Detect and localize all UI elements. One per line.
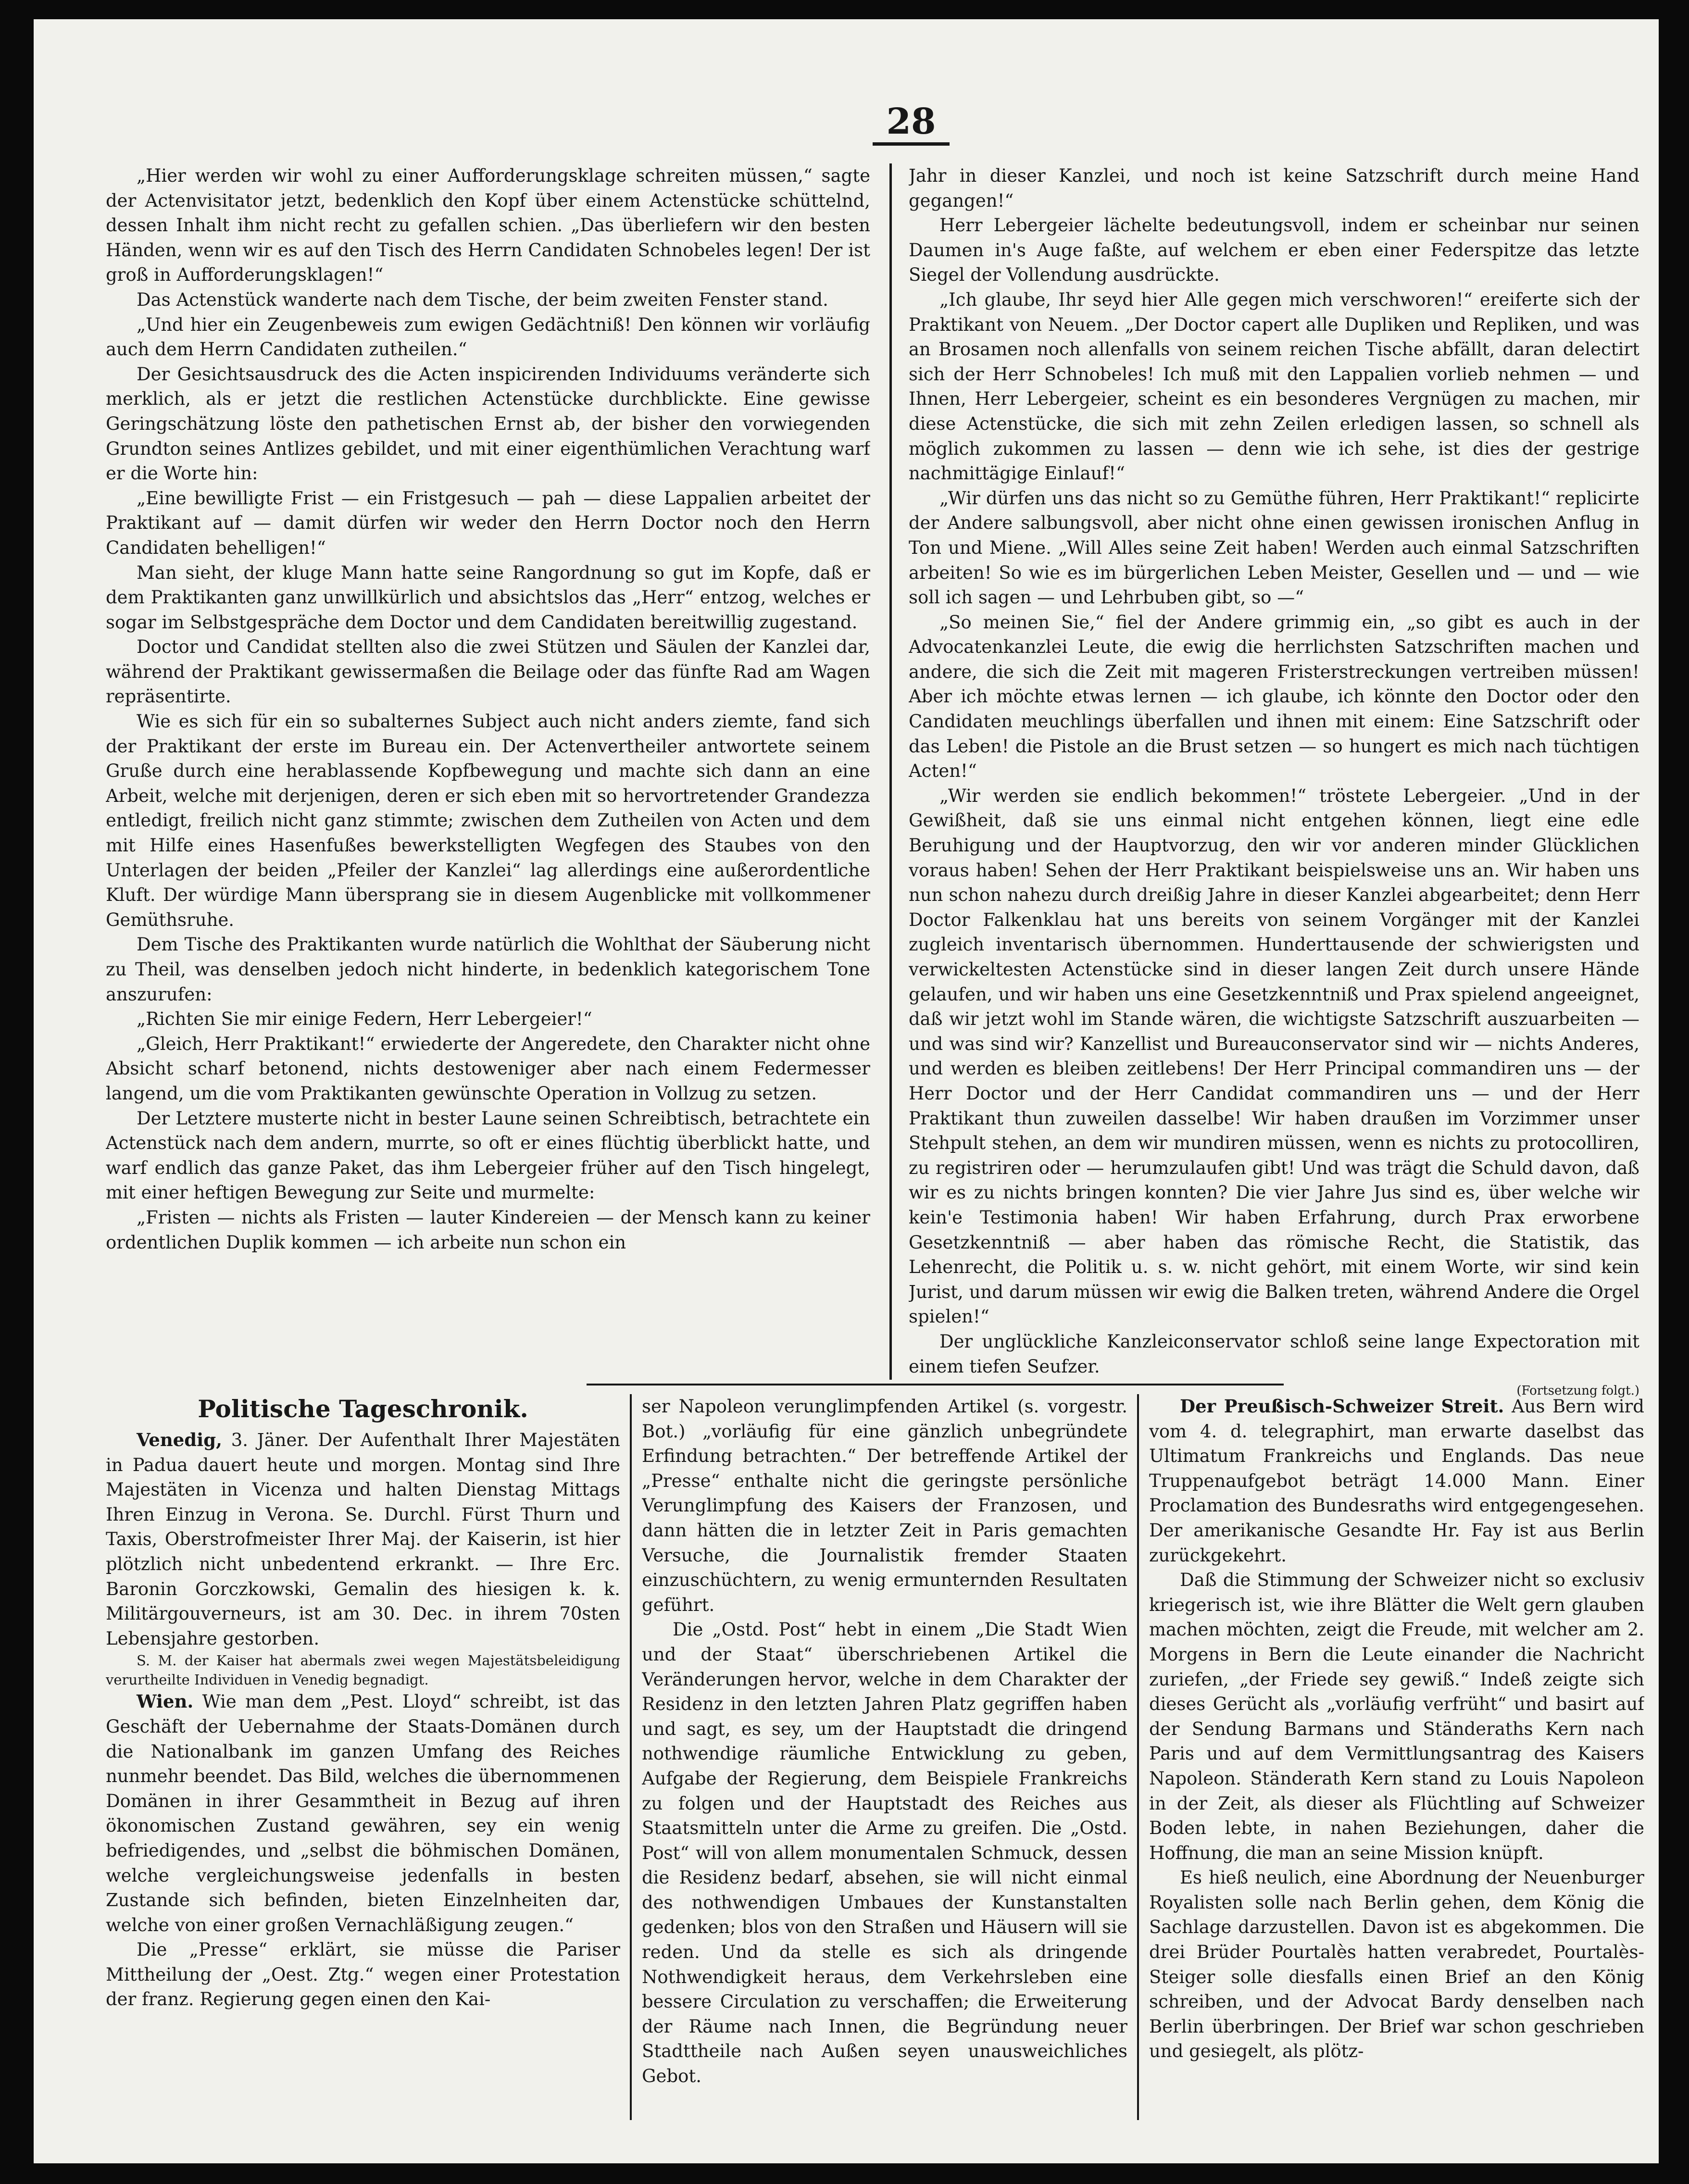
news-text: S. M. der Kaiser hat abermals zwei wegen Majestätsbeleidigung verurtheilte Individuen in Venedig begnadigt.	[106, 1652, 620, 1688]
chronicle-divider-2	[1137, 1394, 1139, 2120]
news-paragraph	[1149, 1568, 1644, 1865]
paragraph: „So meinen Sie,“ fiel der Andere grimmig ein, „so gibt es auch in der Advocatenkanzlei Leute, die ewig die herrlichsten Satzschriften machen und andere, die sich die Zeit mit mageren Fristerstreckungen vertreiben müssen! Aber ich möchte etwas lernen — ich glaube, ich könnte den Doctor oder den Candidaten meuchlings überfallen und ihnen mit einem: Eine Satzschrift oder das Leben! die Pistole an die Brust setzen — so hungert es mich nach tüchtigen Acten!“	[909, 612, 1639, 782]
paragraph: „Hier werden wir wohl zu einer Aufforderungsklage schreiten müssen,“ sagte der Actenvisitator jetzt, bedenklich den Kopf über einem Actenstücke schüttelnd, dessen Inhalt ihm nicht recht zu gefallen schien. „Das überliefern wir den besten Händen, wenn wir es auf den Tisch des Herrn Candidaten Schnobeles legen! Der ist groß in Aufforderungsklagen!“	[106, 165, 870, 286]
news-text: Aus Bern wird vom 4. d. telegraphirt, man erwarte daselbst das Ultimatum Frankreichs und Englands. Das neue Truppenaufgebot beträgt 14.000 Mann. Einer Proclamation des Bundesraths wird entgegengesehen. Der amerikanische Gesandte Hr. Fay ist aus Berlin zurückgekehrt.	[1149, 1396, 1644, 1566]
dateline: Venedig,	[137, 1429, 222, 1450]
paragraph: Der Letztere musterte nicht in bester Laune seinen Schreibtisch, betrachtete ein Actenstück nach dem andern, murrte, so oft er eines flüchtig überblickt hatte, und warf endlich das ganze Paket, das ihm Lebergeier früher auf den Tisch hingelegt, mit einer heftigen Bewegung zur Seite und murmelte:	[106, 1108, 870, 1203]
news-paragraph	[1149, 1394, 1644, 1568]
continued-note: (Fortsetzung folgt.)	[1516, 1384, 1639, 1398]
paragraph: „Gleich, Herr Praktikant!“ erwiederte der Angeredete, den Charakter nicht ohne Absicht scharf betonend, nichts destoweniger aber nach einem Federmesser langend, um die vom Praktikanten gewünschte Operation in Vollzug zu setzen.	[106, 1033, 870, 1104]
paragraph: Wie es sich für ein so subalternes Subject auch nicht anders ziemte, fand sich der Praktikant der erste im Bureau ein. Der Actenvertheiler antwortete seinem Gruße durch eine herablassende Kopfbewegung und machte sich dann an eine Arbeit, welche mit derjenigen, deren er sich eben mit so hervortretender Grandezza entledigt, freilich nicht ganz stimmte; zwischen dem Zutheilen von Acten und dem mit Hilfe eines Hasenfußes bewerkstelligten Wegfegen des Staubes von den Unterlagen der beiden „Pfeiler der Kanzlei“ lag allerdings eine außerordentliche Kluft. Der würdige Mann übersprang sie in diesem Augenblicke mit vollkommener Gemüthsruhe.	[106, 711, 870, 930]
paragraph: Jahr in dieser Kanzlei, und noch ist keine Satzschrift durch meine Hand gegangen!“	[909, 165, 1639, 211]
page-number: 28	[873, 101, 950, 146]
news-text: Daß die Stimmung der Schweizer nicht so exclusiv kriegerisch ist, wie ihre Blätter die Welt gern glauben machen möchten, zeigt die Freude, mit welcher am 2. Morgens in Bern die Leute einander die Nachricht zuriefen, „der Friede sey gewiß.“ Indeß zeigte sich dieses Gerücht als „vorläufig verfrüht“ und basirt auf der Sendung Barmans und Ständeraths Kern nach Paris und auf dem Vermittlungsantrag des Kaisers Napoleon. Ständerath Kern stand zu Louis Napoleon in der Zeit, als dieser als Flüchtling auf Schweizer Boden lebte, in nahen Beziehungen, daher die Hoffnung, die man an seine Mission knüpft.	[1149, 1570, 1644, 1863]
paragraph: Der Gesichtsausdruck des die Acten inspicirenden Individuums veränderte sich merklich, als er jetzt die restlichen Actenstücke durchblickte. Eine gewisse Geringschätzung löste den pathetischen Ernst ab, der bisher den vorwiegenden Grundton seines Antlizes gebildet, und mit einer eigenthümlichen Verachtung warf er die Worte hin:	[106, 363, 870, 484]
paragraph: Dem Tische des Praktikanten wurde natürlich die Wohlthat der Säuberung nicht zu Theil, was denselben jedoch nicht hinderte, in bedenklich kategorischem Tone anszurufen:	[106, 934, 870, 1005]
paragraph: Das Actenstück wanderte nach dem Tische, der beim zweiten Fenster stand.	[137, 289, 828, 310]
paragraph: „Und hier ein Zeugenbeweis zum ewigen Gedächtniß! Den können wir vorläufig auch dem Herrn Candidaten zutheilen.“	[106, 314, 870, 360]
news-text: Wie man dem „Pest. Lloyd“ schreibt, ist das Geschäft der Uebernahme der Staats-Domänen durch die Nationalbank im ganzen Umfang des Reiches nunmehr beendet. Das Bild, welches die übernommenen Domänen in ihrer Gesammtheit in Bezug auf ihren ökonomischen Zustand gewähren, sey ein wenig befriedigendes, und „selbst die böhmischen Domänen, welche vergleichungsweise jedenfalls in besten Zustande sich befinden, bieten Einzelnheiten dar, welche von einer großen Vernachläßigung zeugen.“	[106, 1691, 620, 1935]
paragraph: „Ich glaube, Ihr seyd hier Alle gegen mich verschworen!“ ereiferte sich der Praktikant von Neuem. „Der Doctor capert alle Dupliken und Repliken, und was an Brosamen noch allenfalls von seinem reichen Tische abfällt, daran delectirt sich der Herr Schnobeles! Ich muß mit den Lappalien vorlieb nehmen — und Ihnen, Herr Lebergeier, scheint es ein besonderes Vergnügen zu machen, mir diese Actenstücke, die sich mit zehn Zeilen erledigen lassen, so schnell als möglich zukommen zu lassen — denn wie ich sehe, ist dies der gestrige nachmittägige Einlauf!“	[909, 289, 1639, 484]
dateline: Der Preußisch-Schweizer Streit.	[1180, 1396, 1504, 1417]
chronicle-column-2	[642, 1394, 1127, 2125]
news-paragraph	[642, 1394, 1127, 1617]
feuilleton-right-column	[909, 163, 1639, 1399]
news-paragraph	[642, 1617, 1127, 2088]
section-title: Politische Tageschronik.	[198, 1395, 528, 1423]
newspaper-page	[34, 19, 1659, 2163]
news-text: ser Napoleon verunglimpfenden Artikel (s. vorgestr. Bot.) „vorläufig für eine gänzlich unbegründete Erfindung betrachten.“ Der betreffende Artikel der „Presse“ enthalte nicht die geringste persönliche Verunglimpfung des Kaisers der Franzosen, und dann hätten die in letzter Zeit in Paris gemachten Versuche, die Journalistik fremder Staaten einzuschüchtern, zu wenig ermunternden Resultaten geführt.	[642, 1396, 1127, 1615]
dateline: Wien.	[137, 1691, 194, 1712]
news-text: Die „Presse“ erklärt, sie müsse die Pariser Mittheilung der „Oest. Ztg.“ wegen einer Protestation der franz. Regierung gegen einen den Kai-	[106, 1939, 620, 2010]
news-text: Die „Ostd. Post“ hebt in einem „Die Stadt Wien und der Staat“ überschriebenen Artikel die Veränderungen hervor, welche in dem Charakter der Residenz in den letzten Jahren Platz gegriffen haben und sagt, es sey, um der Hauptstadt die dringend nothwendige räumliche Entwicklung zu geben, Aufgabe der Regierung, dem Beispiele Frankreichs zu folgen und der Hauptstadt des Reiches aus Staatsmitteln unter die Arme zu greifen. Die „Ostd. Post“ will von allem monumentalen Schmuck, dessen die Residenz bedarf, absehen, sie will nicht einmal des nothwendigen Umbaues der Kunstanstalten gedenken; blos von den Straßen und Häusern will sie reden. Und da stelle es sich als dringende Nothwendigkeit heraus, dem Verkehrsleben eine bessere Circulation zu verschaffen; die Erweiterung der Räume nach Innen, die Begründung neuer Stadttheile nach Außen seyen unausweichliches Gebot.	[642, 1619, 1127, 2087]
paragraph: Herr Lebergeier lächelte bedeutungsvoll, indem er scheinbar nur seinen Daumen in's Auge faßte, auf welchem er eben einer Federspitze das letzte Siegel der Vollendung ausdrückte.	[909, 215, 1639, 286]
news-paragraph	[106, 1651, 620, 1689]
section-divider	[587, 1384, 1284, 1385]
paragraph: „Wir werden sie endlich bekommen!“ tröstete Lebergeier. „Und in der Gewißheit, daß sie uns einmal nicht entgehen können, liegt eine edle Beruhigung und der Hauptvorzug, den wir vor anderen minder Glücklichen voraus haben! Sehen der Herr Praktikant beispielsweise uns an. Wir haben uns nun schon nahezu durch dreißig Jahre in dieser Kanzlei abgearbeitet; denn Herr Doctor Falkenklau hat uns bereits von seinem Vorgänger mit der Kanzlei zugleich inventarisch übernommen. Hunderttausende der schwierigsten und verwickeltesten Actenstücke sind in dieser langen Zeit durch unsere Hände gelaufen, und wir haben uns eine Gesetzkenntniß und Prax spielend angeeignet, daß wir jetzt wohl im Stande wären, die wichtigste Satzschrift auszuarbeiten — und was sind wir? Kanzellist und Bureauconservator sind wir — nichts Anderes, und werden es bleiben zeitlebens! Der Herr Principal commandiren uns — der Herr Doctor und der Herr Candidat commandiren uns — und der Herr Praktikant thun zuweilen dasselbe! Wir haben draußen im Vorzimmer unser Stehpult stehen, an dem wir mundiren müssen, wenn es nichts zu protocolliren, zu registriren oder — herumzulaufen gibt! Und was trägt die Schuld davon, daß wir es zu nichts bringen konnten? Die vier Jahre Jus sind es, über welche wir kein'e Testimonia haben! Wir haben Erfahrung, durch Prax erworbene Gesetzkenntniß — aber haben das römische Recht, die Statistik, das Lehenrecht, die Politik u. s. w. nicht gehört, mit einem Worte, wir sind kein Jurist, und darum müssen wir ewig die Balken treten, während Andere die Orgel spielen!“	[909, 785, 1639, 1327]
news-paragraph	[106, 1428, 620, 1651]
chronicle-divider-1	[630, 1394, 632, 2120]
chronicle-column-1	[106, 1394, 620, 2125]
paragraph: Doctor und Candidat stellten also die zwei Stützen und Säulen der Kanzlei dar, während der Praktikant gewissermaßen die Beilage oder das fünfte Rad am Wagen repräsentirte.	[106, 636, 870, 707]
news-paragraph	[106, 1937, 620, 2012]
paragraph: Man sieht, der kluge Mann hatte seine Rangordnung so gut im Kopfe, daß er dem Praktikanten ganz unwillkürlich und absichtslos das „Herr“ entzog, welches er sogar im Selbstgespräche dem Doctor und dem Candidaten bereitwillig zugestand.	[106, 562, 870, 633]
news-paragraph	[106, 1689, 620, 1937]
news-paragraph	[1149, 1865, 1644, 2064]
paragraph: „Eine bewilligte Frist — ein Fristgesuch — pah — diese Lappalien arbeitet der Praktikant auf — damit dürfen wir weder den Herrn Doctor noch den Herrn Candidaten behelligen!“	[106, 487, 870, 558]
news-text: Es hieß neulich, eine Abordnung der Neuenburger Royalisten solle nach Berlin gehen, dem König die Sachlage darzustellen. Davon ist es abgekommen. Die drei Brüder Pourtalès hatten verabredet, Pourtalès-Steiger solle diesfalls einen Brief an den König schreiben, und der Advocat Bardy denselben nach Berlin überbringen. Der Brief war schon geschrieben und gesiegelt, als plötz-	[1149, 1867, 1644, 2062]
paragraph: „Wir dürfen uns das nicht so zu Gemüthe führen, Herr Praktikant!“ replicirte der Andere salbungsvoll, aber nicht ohne einen gewissen ironischen Anflug in Ton und Miene. „Will Alles seine Zeit haben! Werden auch einmal Satzschriften arbeiten! So wie es im bürgerlichen Leben Meister, Gesellen und — und — wie soll ich sagen — und Lehrbuben gibt, so —“	[909, 487, 1639, 608]
paragraph: „Fristen — nichts als Fristen — lauter Kindereien — der Mensch kann zu keiner ordentlichen Duplik kommen — ich arbeite nun schon ein	[106, 1207, 870, 1253]
chronicle-column-3	[1149, 1394, 1644, 2125]
news-text: 3. Jäner. Der Aufenthalt Ihrer Majestäten in Padua dauert heute und morgen. Montag sind Ihre Majestäten in Vicenza und halten Dienstag Mittags Ihren Einzug in Verona. Se. Durchl. Fürst Thurn und Taxis, Oberstrofmeister Ihrer Maj. der Kaiserin, ist hier plötzlich nicht unbedentend erkrankt. — Ihre Erc. Baronin Gorczkowski, Gemalin des hiesigen k. k. Militärgouverneurs, ist am 30. Dec. in ihrem 70sten Lebensjahre gestorben.	[106, 1430, 620, 1649]
feuilleton-left-column	[106, 163, 870, 1360]
paragraph: „Richten Sie mir einige Federn, Herr Lebergeier!“	[137, 1009, 592, 1030]
column-divider-top	[889, 163, 892, 1380]
paragraph: Der unglückliche Kanzleiconservator schloß seine lange Expectoration mit einem tiefen Seufzer.	[909, 1331, 1639, 1377]
